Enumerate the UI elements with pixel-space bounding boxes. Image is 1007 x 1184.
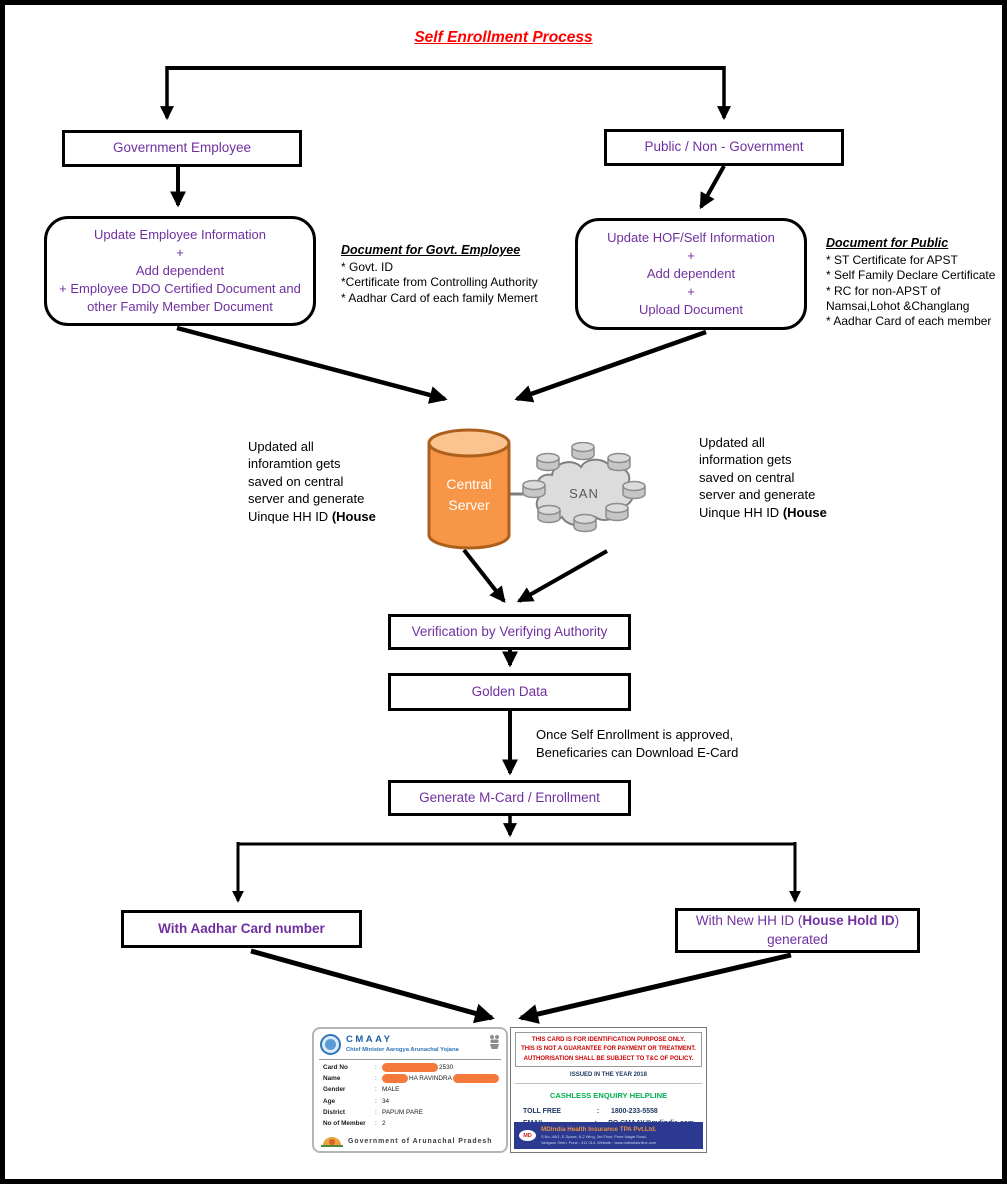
tpa-address-line1: S.No.-46/1, E-Space, A-2 Wing, 3rd Floor, Pune-Nagar Road, [541,1133,647,1139]
central-server-label2: Server [448,497,490,513]
detail-line: + Employee DDO Certified Document and [59,281,301,297]
tollfree-row: TOLL FREE : 1800-233-5558 [523,1107,658,1115]
ecard-warning [515,1032,702,1067]
government-employee-box [62,130,302,167]
warning-line: THIS IS NOT A GUARANTEE FOR PAYMENT OR TREATMENT. [521,1046,696,1053]
public-non-government-label: Public / Non - Government [644,139,804,155]
server-note-right [699,434,857,521]
redaction-blob [453,1074,499,1083]
card-row-cardno: Card No : 2530 [323,1064,454,1072]
ecard-front-header [314,1029,506,1057]
detail-line: + [176,244,184,260]
card-row-members: No of Member : 2 [323,1120,386,1128]
document-note-item: * ST Certificate for APST [826,253,958,267]
detail-line: Upload Document [638,302,744,318]
golden-data-label: Golden Data [471,683,548,699]
verification-label: Verification by Verifying Authority [411,623,608,639]
document-note-item: * Govt. ID [341,260,394,274]
document-note-heading: Document for Public [826,236,949,250]
generate-mcard-label: Generate M-Card / Enrollment [419,789,600,805]
document-note-item: * RC for non-APST of [826,283,941,298]
detail-line: Add dependent [646,265,736,281]
detail-line: Update HOF/Self Information [607,229,775,245]
cmaay-subtitle: Chief Minister Aarogya Arunachal Yojana [346,1046,459,1053]
ecard-front-rows [314,1061,506,1129]
document-note-item: * Aadhar Card of each member [826,314,992,329]
central-server-cylinder [425,426,513,552]
issued-year-label: ISSUED IN THE YEAR 2018 [515,1072,702,1084]
detail-line: + [687,284,695,300]
government-employee-label: Government Employee [112,140,252,156]
update-employee-info-box [44,216,316,326]
document-note-item: Namsai,Lohot &Changlang [826,299,970,314]
verification-box [388,614,631,650]
arunachal-emblem-icon [321,1135,343,1147]
tpa-name: MDIndia Health Insurance TPA Pvt.Ltd. [541,1125,657,1133]
divider [319,1059,501,1060]
golden-data-box [388,673,631,711]
tpa-address-line2: Vadgaon Sheri, Pune - 411 014. Website : www.mdindiaonline.com [541,1140,657,1145]
card-row-gender: Gender : MALE [323,1086,400,1094]
card-row-age: Age : 34 [323,1097,390,1105]
san-disk-icon [572,443,594,460]
san-label: SAN [569,486,599,501]
central-server-label: Central [446,476,492,492]
san-disk-icon [523,481,545,498]
note-line: saved on central [699,469,795,485]
helpline-title: CASHLESS ENQUIRY HELPLINE [549,1090,668,1100]
note-line: saved on central [248,473,344,489]
cmaay-logo-icon [320,1034,341,1055]
connector-arrows [5,5,1007,1184]
document-note-item: * Aadhar Card of each family Memert [341,290,538,305]
aadhar-option-box [121,910,362,948]
note-line: Uinque HH ID (House [248,508,376,524]
hhid-option-line1: With New HH ID (House Hold ID) [695,912,900,928]
document-note-heading: Document for Govt. Employee [341,243,521,257]
national-emblem-icon [489,1034,500,1051]
hhid-option-line2: generated [767,931,828,947]
page-title: Self Enrollment Process [414,29,593,46]
note-line: Updated all [699,435,765,450]
warning-line: THIS CARD IS FOR IDENTIFICATION PURPOSE ONLY. [531,1037,686,1043]
aadhar-option-label: With Aadhar Card number [158,920,325,936]
san-disk-icon [538,506,560,523]
san-disk-icon [537,454,559,471]
ecard-front [312,1027,508,1153]
mdindia-logo-icon: MD [519,1130,536,1141]
ecard-back [510,1027,707,1153]
tpa-footer-bar [514,1122,703,1149]
note-line: information gets [699,452,792,468]
san-disk-icon [623,482,645,499]
detail-line: + [687,247,695,263]
warning-line: AUTHORISATION SHALL BE SUBJECT TO T&C OF POLICY. [523,1055,694,1062]
note-line: Updated all [248,439,314,454]
detail-line: Add dependent [135,262,225,278]
redaction-blob [382,1074,408,1083]
generate-mcard-box [388,780,631,816]
detail-line: Update Employee Information [94,226,266,242]
detail-line: other Family Member Document [87,299,273,315]
note-line: Uinque HH ID (House [699,504,827,520]
san-disk-icon [606,504,628,521]
document-note-public [826,235,1007,330]
document-note-item: *Certificate from Controlling Authority [341,275,538,290]
note-line: server and generate [699,487,816,503]
san-disk-icon [574,515,596,532]
approved-note [536,726,811,761]
note-line: Beneficaries can Download E-Card [536,744,739,760]
card-row-name: Name : HA RAVINDRA [323,1073,506,1084]
server-note-left [248,438,390,525]
san-disk-icon [608,454,630,471]
note-line: inforamtion gets [248,456,341,472]
hhid-option-box [675,908,920,953]
redaction-blob [382,1063,438,1072]
san-storage-cloud [521,442,647,544]
public-non-government-box [604,129,844,166]
update-hof-self-info-box [575,218,807,330]
document-note-govt-employee [341,242,579,306]
note-line: Once Self Enrollment is approved, [536,727,734,742]
card-row-district: District : PAPUM PARE [323,1108,423,1116]
document-note-item: * Self Family Declare Certificate [826,268,996,283]
cmaay-brand: CMAAY [346,1034,393,1045]
govt-arunachal-label: Government of Arunachal Pradesh [348,1137,493,1145]
note-line: server and generate [248,491,365,507]
ecard-front-footer [321,1135,499,1147]
